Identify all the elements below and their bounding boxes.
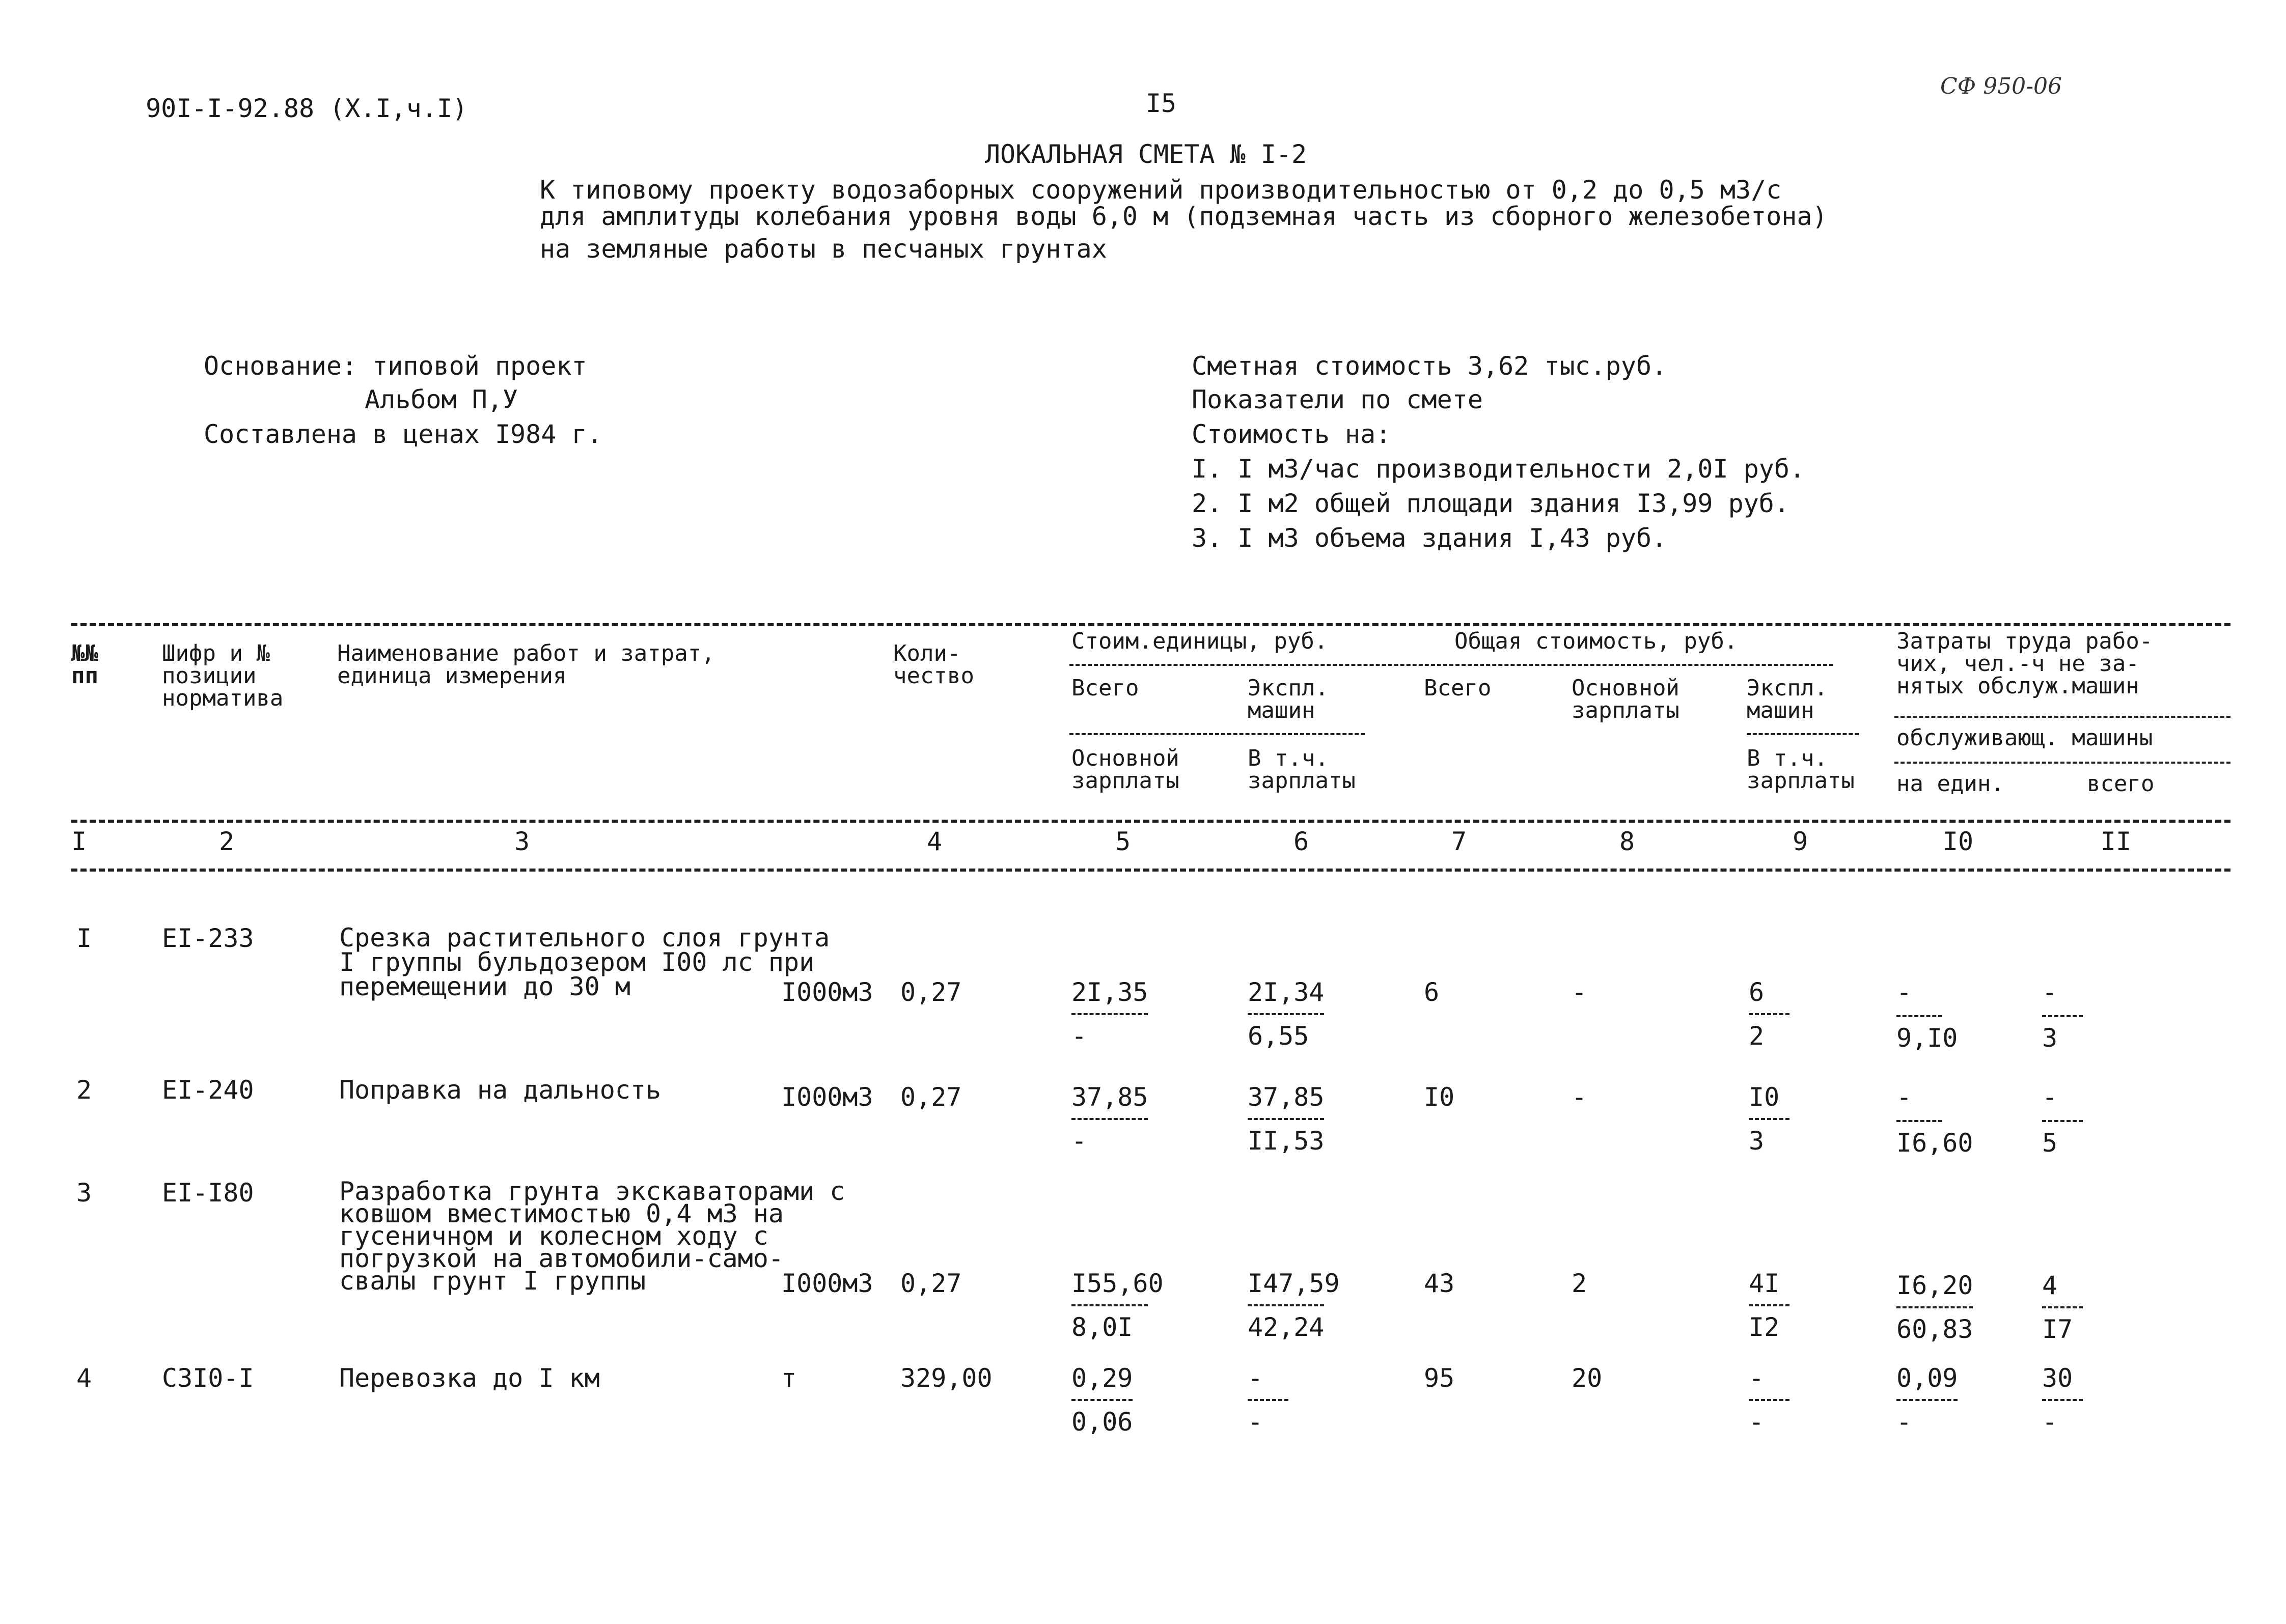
header-labor-rule-1 xyxy=(1894,716,2230,718)
row-labor-unit-bottom: 9,I0 xyxy=(1896,1023,1958,1053)
fraction-line xyxy=(1896,1120,1942,1122)
col-header-num: №№ пп xyxy=(71,640,98,689)
fraction-line xyxy=(2042,1306,2083,1308)
row-labor-unit-top: 0,09 xyxy=(1896,1363,1958,1393)
row-total-machine-salary: 2 xyxy=(1749,1021,1765,1051)
table-top-rule xyxy=(71,623,2230,626)
fraction-line xyxy=(1749,1304,1789,1306)
col-number: 5 xyxy=(1115,827,1131,856)
header-bottom-rule xyxy=(71,820,2230,823)
row-labor-total-bottom: 3 xyxy=(2042,1023,2058,1053)
fraction-line xyxy=(2042,1399,2083,1401)
row-labor-unit-top: I6,20 xyxy=(1896,1271,1973,1300)
row-total-all: 95 xyxy=(1424,1363,1455,1393)
indicator-item-1: I. I м3/час производительности 2,0I руб. xyxy=(1192,454,1805,484)
row-total-machine: 4I xyxy=(1749,1269,1780,1298)
row-labor-unit-top: - xyxy=(1896,1082,1912,1112)
row-unit-salary: - xyxy=(1071,1021,1087,1051)
fraction-line xyxy=(2042,1015,2083,1017)
row-unit: т xyxy=(781,1363,797,1393)
row-unit-salary: 8,0I xyxy=(1071,1312,1133,1342)
row-code: ЕI-233 xyxy=(162,923,254,953)
fraction-line xyxy=(1896,1399,1958,1401)
row-labor-unit-bottom: - xyxy=(1896,1407,1912,1437)
col-number: II xyxy=(2100,827,2132,856)
fraction-line xyxy=(1896,1015,1942,1017)
row-unit-total: 0,29 xyxy=(1071,1363,1133,1393)
row-total-all: I0 xyxy=(1424,1082,1455,1112)
row-qty: 0,27 xyxy=(900,1082,962,1112)
row-unit-machine: I47,59 xyxy=(1248,1269,1340,1298)
header-machine-rule xyxy=(1747,733,1859,735)
header-group-rule xyxy=(1069,664,1833,666)
indicator-item-2: 2. I м2 общей площади здания I3,99 руб. xyxy=(1192,489,1789,518)
col-number: 4 xyxy=(926,827,943,856)
fraction-line xyxy=(1749,1013,1789,1015)
row-total-machine: - xyxy=(1749,1363,1765,1393)
basis-line-3: Составлена в ценах I984 г. xyxy=(204,419,602,449)
row-unit-machine-salary: II,53 xyxy=(1248,1126,1325,1156)
row-num: 2 xyxy=(76,1075,92,1105)
row-labor-total-top: - xyxy=(2042,977,2058,1007)
row-labor-total-top: 4 xyxy=(2042,1271,2058,1300)
row-labor-unit-bottom: I6,60 xyxy=(1896,1128,1973,1158)
subheader-total-all: Всего xyxy=(1424,675,1492,701)
row-num: 4 xyxy=(76,1363,92,1393)
indicator-item-3: 3. I м3 объема здания I,43 руб. xyxy=(1192,523,1667,553)
subheader-labor-per-unit: на един. xyxy=(1896,771,2004,797)
cost-label: Стоимость на: xyxy=(1192,419,1391,449)
row-total-all: 43 xyxy=(1424,1269,1455,1298)
row-total-machine-salary: I2 xyxy=(1749,1312,1780,1342)
row-code: ЕI-I80 xyxy=(162,1178,254,1208)
col-number: 6 xyxy=(1293,827,1309,856)
fraction-line xyxy=(1071,1118,1148,1120)
row-name: Поправка на дальность xyxy=(339,1075,662,1105)
subheader-unit-salary: Основной зарплаты xyxy=(1071,745,1179,794)
row-labor-total-bottom: 5 xyxy=(2042,1128,2058,1158)
row-num: I xyxy=(76,923,92,953)
row-qty: 329,00 xyxy=(900,1363,993,1393)
row-qty: 0,27 xyxy=(900,977,962,1007)
row-labor-total-top: 30 xyxy=(2042,1363,2073,1393)
row-unit: I000м3 xyxy=(781,1269,873,1298)
fraction-line xyxy=(1071,1399,1133,1401)
row-labor-total-top: - xyxy=(2042,1082,2058,1112)
col-header-code: Шифр и № позиции норматива xyxy=(162,640,284,711)
row-unit-machine: - xyxy=(1248,1363,1263,1393)
row-total-salary: - xyxy=(1572,1082,1587,1112)
col-number: 2 xyxy=(218,827,235,856)
fraction-line xyxy=(1071,1304,1148,1306)
col-number: 8 xyxy=(1619,827,1635,856)
row-unit: I000м3 xyxy=(781,977,873,1007)
group-header-unit-cost: Стоим.единицы, руб. xyxy=(1071,628,1328,654)
row-name: Срезка растительного слоя грунта I группы бульдозером I00 лс при перемещении до 30 м xyxy=(339,923,830,1001)
row-unit-total: 37,85 xyxy=(1071,1082,1148,1112)
handwritten-code: СФ 950-06 xyxy=(1940,73,2062,99)
header-labor-rule-2 xyxy=(1894,762,2230,764)
group-header-total-cost: Общая стоимость, руб. xyxy=(1454,628,1738,654)
row-total-machine: 6 xyxy=(1749,977,1765,1007)
row-name: Разработка грунта экскаваторами с ковшом вместимостью 0,4 м3 на гусеничном и колесном ходу с погрузкой на автомобили-само- свалы грунт I группы xyxy=(339,1177,845,1296)
fraction-line xyxy=(1749,1399,1789,1401)
row-total-salary: - xyxy=(1572,977,1587,1007)
row-total-salary: 20 xyxy=(1572,1363,1603,1393)
indicators-label: Показатели по смете xyxy=(1192,385,1483,414)
col-header-name: Наименование работ и затрат, единица измерения xyxy=(337,640,715,689)
col-header-qty: Коли- чество xyxy=(893,640,974,689)
column-numbers-rule xyxy=(71,869,2230,872)
subheader-labor-total: всего xyxy=(2087,771,2155,797)
row-unit-machine: 37,85 xyxy=(1248,1082,1325,1112)
row-code: ЕI-240 xyxy=(162,1075,254,1105)
col-number: I0 xyxy=(1942,827,1974,856)
fraction-line xyxy=(1248,1399,1288,1401)
doc-subtitle-3: на земляные работы в песчаных грунтах xyxy=(540,234,1107,264)
row-labor-total-bottom: - xyxy=(2042,1407,2058,1437)
fraction-line xyxy=(1248,1013,1324,1015)
row-total-machine: I0 xyxy=(1749,1082,1780,1112)
row-unit-salary: - xyxy=(1071,1126,1087,1156)
subheader-unit-total: Всего xyxy=(1071,675,1139,701)
col-number: 3 xyxy=(514,827,530,856)
col-number: I xyxy=(71,827,87,856)
fraction-line xyxy=(1071,1013,1148,1015)
row-unit-total: 2I,35 xyxy=(1071,977,1148,1007)
row-name: Перевозка до I км xyxy=(339,1363,600,1393)
row-code: С3I0-I xyxy=(162,1363,254,1393)
fraction-line xyxy=(1248,1118,1324,1120)
row-unit-machine-salary: - xyxy=(1248,1407,1263,1437)
row-labor-unit-top: - xyxy=(1896,977,1912,1007)
fraction-line xyxy=(2042,1120,2083,1122)
fraction-line xyxy=(1896,1306,1973,1308)
basis-line-2: Альбом П,У xyxy=(365,385,518,414)
row-total-salary: 2 xyxy=(1572,1269,1587,1298)
basis-line-1: Основание: типовой проект xyxy=(204,351,587,381)
row-total-all: 6 xyxy=(1424,977,1440,1007)
row-unit-total: I55,60 xyxy=(1071,1269,1164,1298)
row-qty: 0,27 xyxy=(900,1269,962,1298)
doc-subtitle-1: К типовому проекту водозаборных сооружений производительностью от 0,2 до 0,5 м3/с xyxy=(540,175,1782,205)
row-labor-total-bottom: I7 xyxy=(2042,1314,2073,1344)
group-header-labor: Затраты труда рабо- чих, чел.-ч не за- нятых обслуж.машин xyxy=(1896,628,2153,699)
row-unit-machine: 2I,34 xyxy=(1248,977,1325,1007)
row-total-machine-salary: - xyxy=(1749,1407,1765,1437)
row-unit: I000м3 xyxy=(781,1082,873,1112)
row-labor-unit-bottom: 60,83 xyxy=(1896,1314,1973,1344)
row-unit-machine-salary: 6,55 xyxy=(1248,1021,1309,1051)
col-number: 7 xyxy=(1451,827,1467,856)
subheader-unit-machine: Экспл. машин xyxy=(1248,675,1329,723)
row-total-machine-salary: 3 xyxy=(1749,1126,1765,1156)
row-unit-salary: 0,06 xyxy=(1071,1407,1133,1437)
fraction-line xyxy=(1248,1304,1324,1306)
col-number: 9 xyxy=(1792,827,1808,856)
subheader-unit-incl-salary: В т.ч. зарплаты xyxy=(1248,745,1356,794)
fraction-line xyxy=(1749,1118,1789,1120)
header-unit-rule xyxy=(1069,733,1365,735)
subheader-total-machine: Экспл. машин xyxy=(1747,675,1828,723)
doc-title: ЛОКАЛЬНАЯ СМЕТА № I-2 xyxy=(984,139,1307,169)
doc-code: 90I-I-92.88 (X.I,ч.I) xyxy=(146,94,468,123)
row-num: 3 xyxy=(76,1178,92,1208)
subheader-total-salary: Основной зарплаты xyxy=(1572,675,1679,723)
subheader-total-incl-salary: В т.ч. зарплаты xyxy=(1747,745,1855,794)
doc-subtitle-2: для амплитуды колебания уровня воды 6,0 м (подземная часть из сборного железобетона) xyxy=(540,202,1828,231)
estimated-cost: Сметная стоимость 3,62 тыс.руб. xyxy=(1192,351,1667,381)
row-unit-machine-salary: 42,24 xyxy=(1248,1312,1325,1342)
page-number: I5 xyxy=(1145,89,1177,118)
subheader-labor-service: обслуживающ. машины xyxy=(1896,725,2153,751)
